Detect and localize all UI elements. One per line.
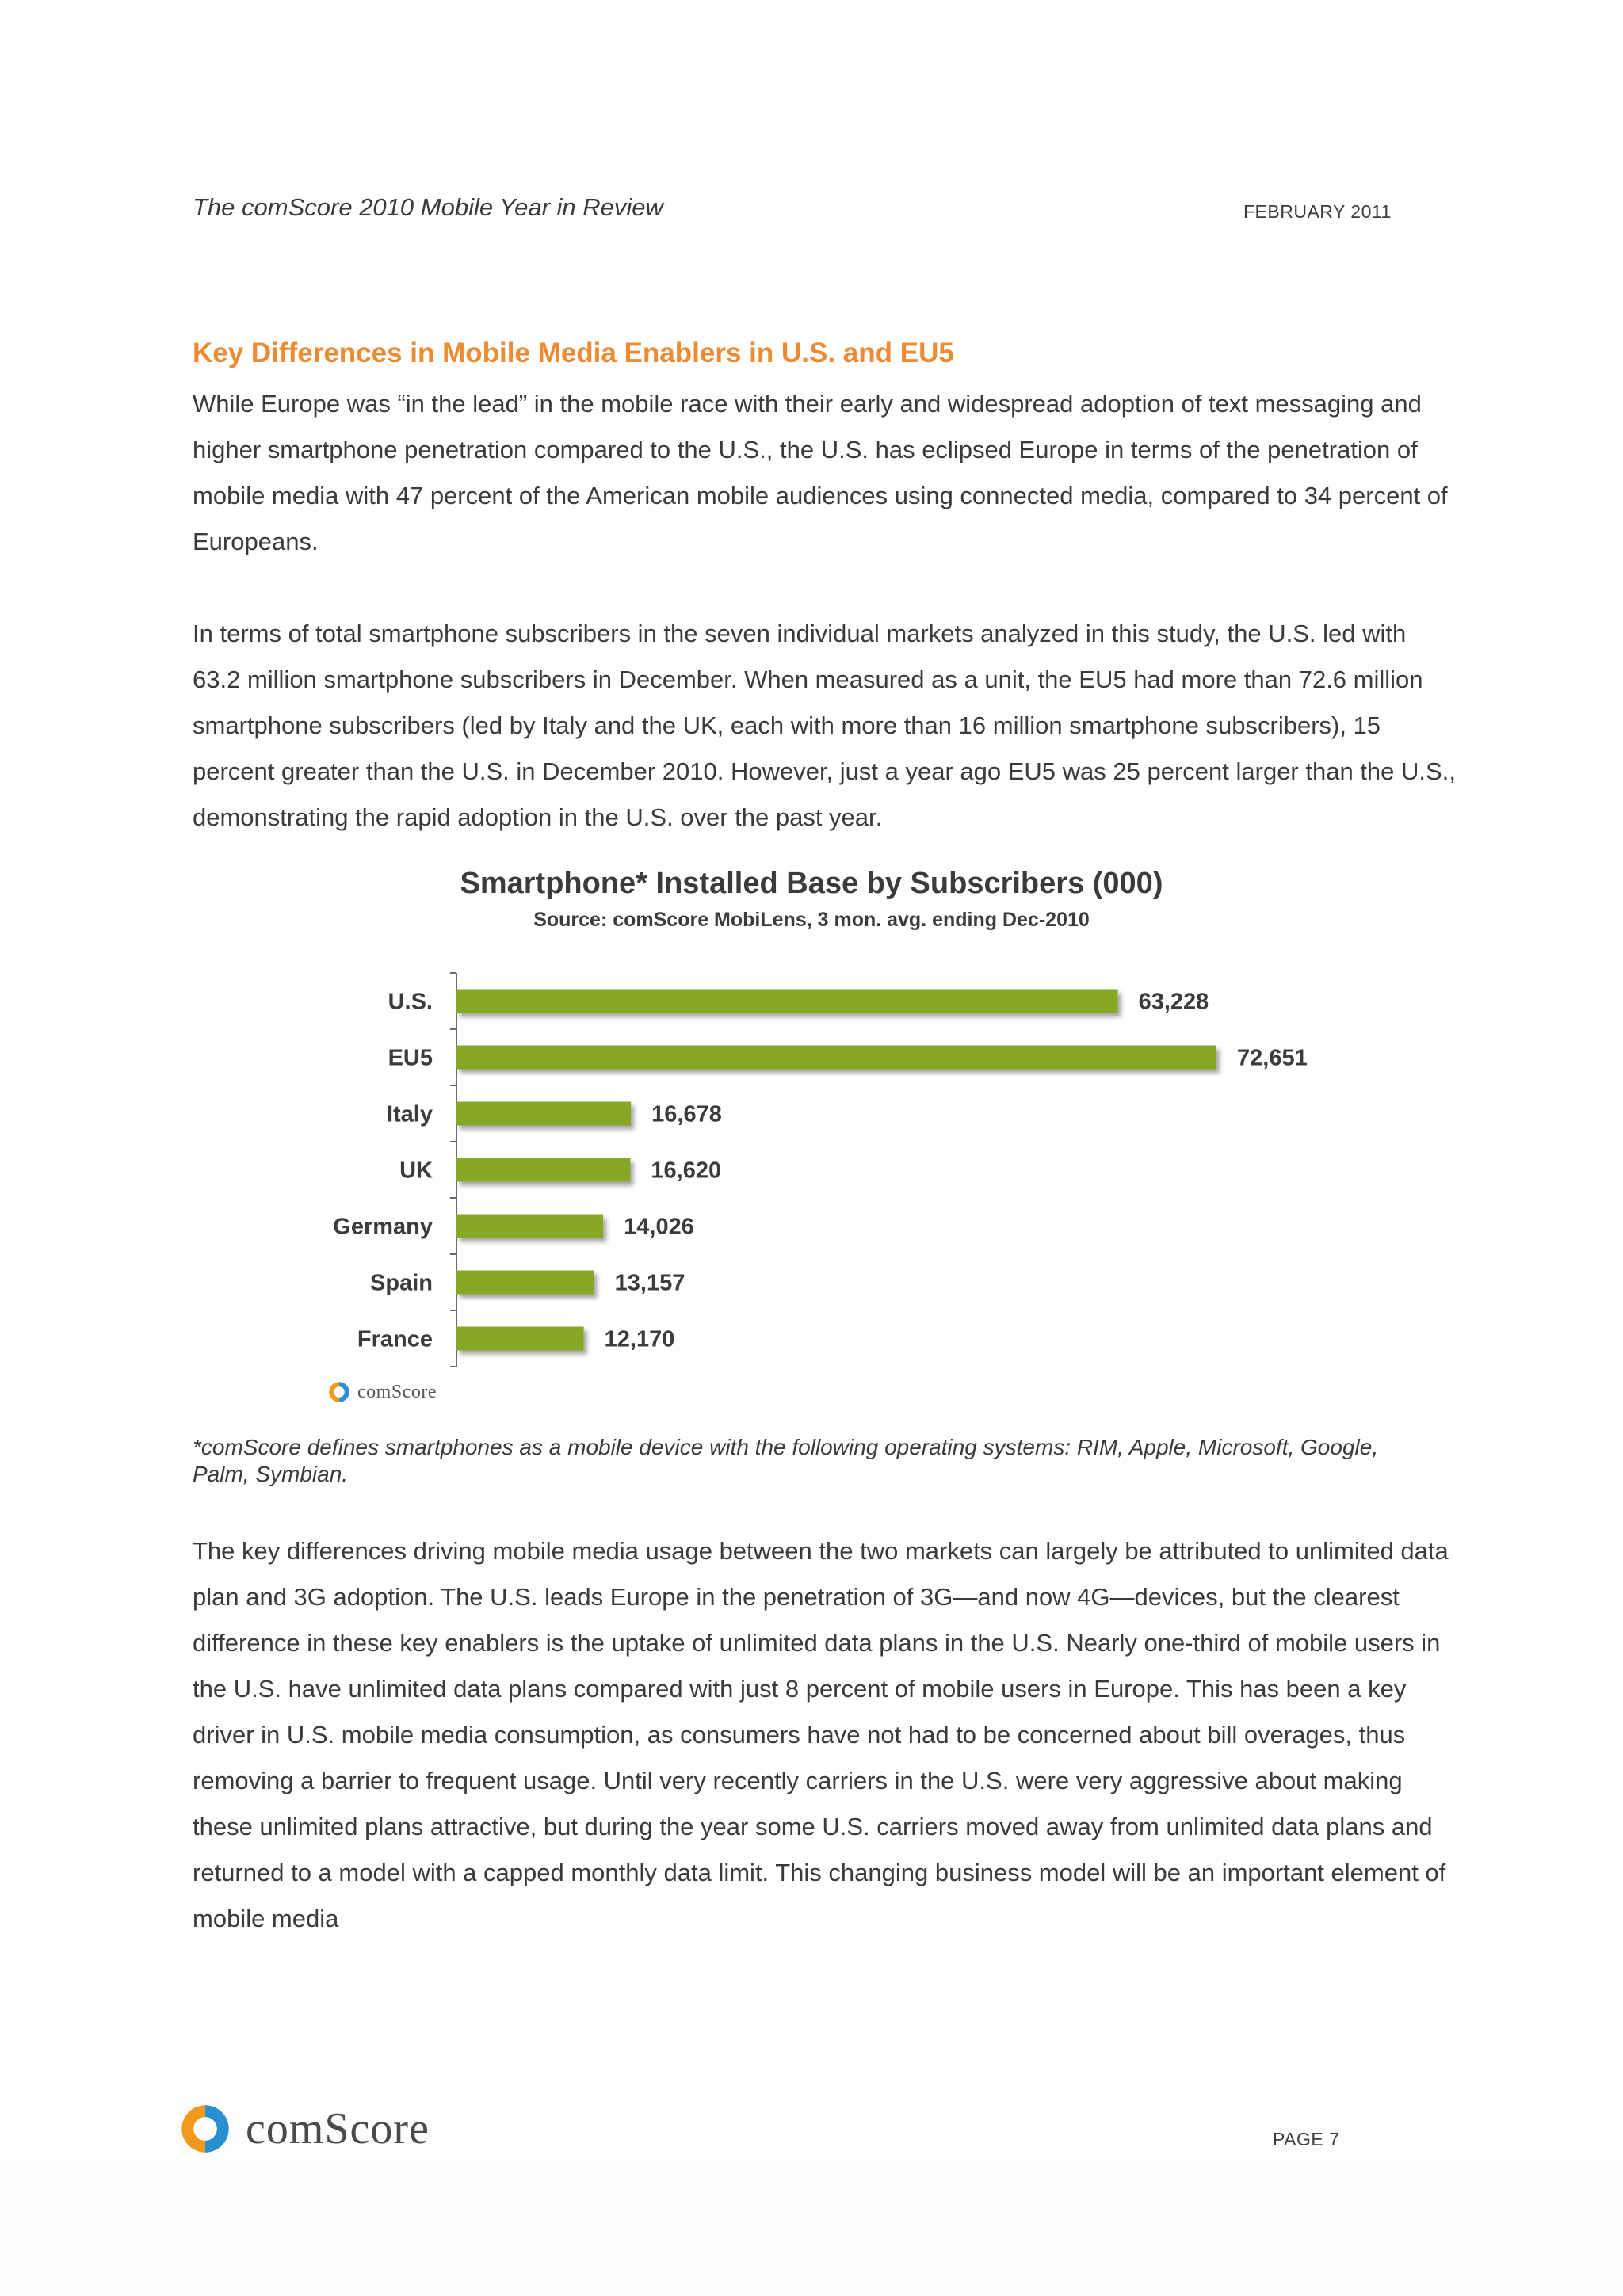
category-label: EU5 — [388, 1045, 433, 1071]
chart-logo-text: comScore — [357, 1381, 437, 1402]
comscore-logo-icon — [327, 1380, 351, 1404]
page-number: PAGE 7 — [1273, 2129, 1340, 2149]
paragraph-intro: While Europe was “in the lead” in the mobile race with their early and widespread adoption of text messaging and higher smartphone penetration compared to the U.S., the U.S. has eclipsed Europe in terms of the penetration of mobile media with 47 percent of the American mobile audiences using connected media, compared to 34 percent of Europeans. — [193, 390, 1448, 555]
category-label: France — [357, 1326, 433, 1352]
chart-title: Smartphone* Installed Base by Subscribers (000) — [460, 867, 1163, 900]
value-label: 13,157 — [614, 1270, 685, 1296]
footer-logo-text: comScore — [246, 2104, 430, 2153]
paragraph-enablers: The key differences driving mobile media usage between the two markets can largely be attributed to unlimited data plan and 3G adoption. The U.S. leads Europe in the penetration of 3G—and now 4G—devices, but the clearest difference in these key enablers is the uptake of unlimited data plans in the U.S. Nearly one-third of mobile users in the U.S. have unlimited data plans compared with just 8 percent of mobile users in Europe. This has been a key driver in U.S. mobile media consumption, as consumers have not had to be concerned about bill overages, thus removing a barrier to frequent usage. Until very recently carriers in the U.S. were very aggressive about making these unlimited plans attractive, but during the year some U.S. carriers moved away from unlimited data plans and returned to a model with a capped monthly data limit. This changing business model will be an important element of mobile media — [193, 1537, 1449, 1932]
category-label: Germany — [333, 1214, 433, 1240]
category-label: Italy — [386, 1101, 433, 1127]
category-label: Spain — [370, 1270, 433, 1296]
comscore-logo-icon — [179, 2103, 231, 2155]
document-title: The comScore 2010 Mobile Year in Review — [193, 193, 663, 221]
value-label: 14,026 — [624, 1214, 694, 1240]
paragraph-subscribers: In terms of total smartphone subscribers in the seven individual markets analyzed in this study, the U.S. led with 63.2 million smartphone subscribers in December. When measured as a unit, the EU5 had more than 72.6 million smartphone subscribers (led by Italy and the UK, each with more than 16 million smartphone subscribers), 15 percent greater than the U.S. in December 2010. However, just a year ago EU5 was 25 percent larger than the U.S., demonstrating the rapid adoption in the U.S. over the past year. — [193, 620, 1456, 831]
value-label: 16,678 — [651, 1101, 722, 1127]
footer-logo — [179, 2103, 430, 2155]
category-label: UK — [399, 1158, 433, 1184]
chart-logo — [327, 1380, 437, 1404]
value-label: 63,228 — [1138, 989, 1209, 1015]
value-label: 72,651 — [1237, 1045, 1308, 1071]
document-date: FEBRUARY 2011 — [1243, 201, 1392, 222]
chart-subtitle: Source: comScore MobiLens, 3 mon. avg. ending Dec-2010 — [533, 909, 1090, 931]
value-label: 16,620 — [651, 1158, 722, 1184]
chart-footnote: *comScore defines smartphones as a mobile device with the following operating systems: RIM, Apple, Microsoft, Google, Palm, Symbian. — [193, 1435, 1379, 1486]
value-label: 12,170 — [604, 1326, 675, 1352]
section-heading: Key Differences in Mobile Media Enablers in U.S. and EU5 — [193, 338, 954, 368]
category-label: U.S. — [388, 989, 433, 1015]
